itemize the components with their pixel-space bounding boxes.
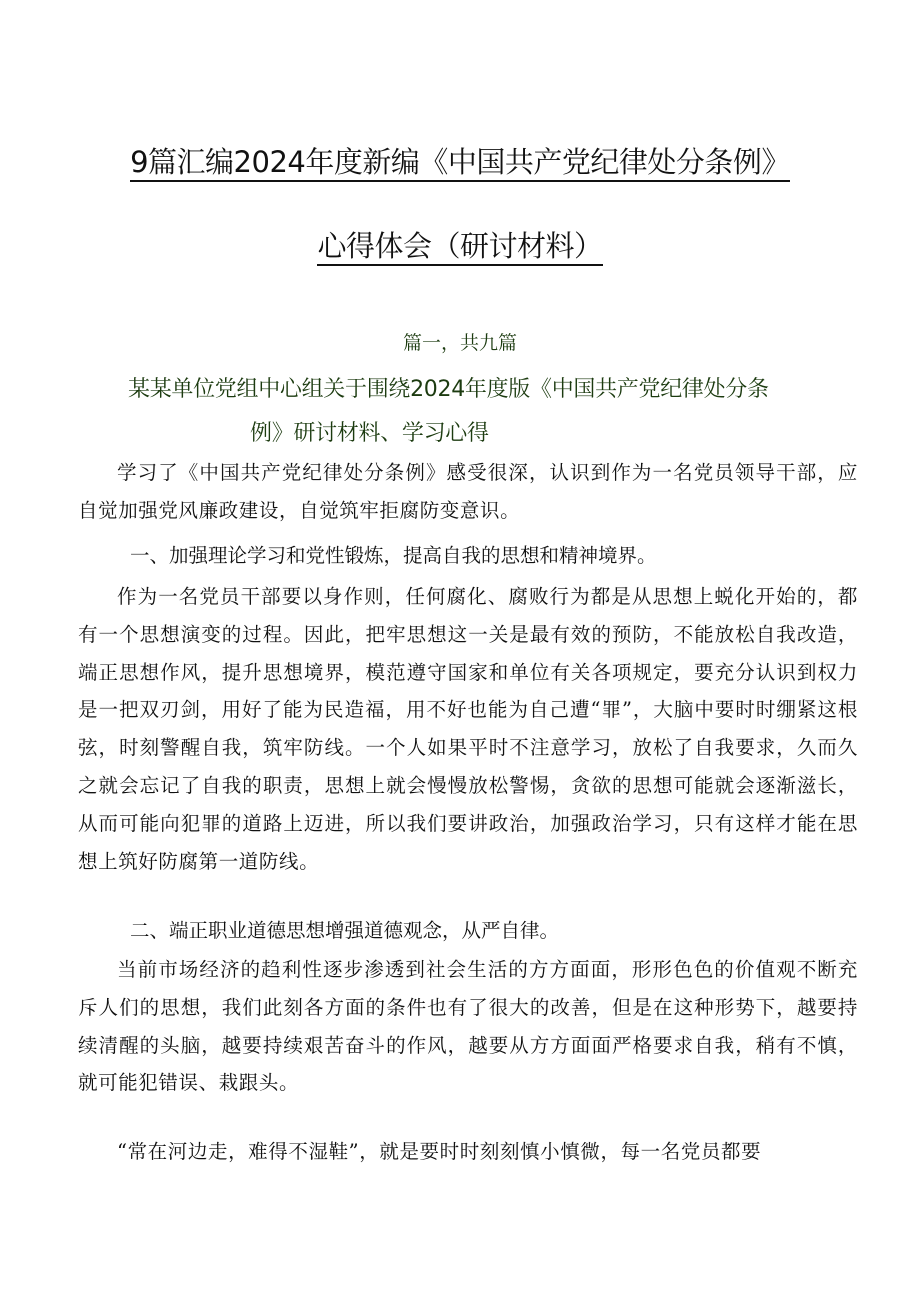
article-title-line2: 例》研讨材料、学习心得 — [250, 421, 489, 446]
body-paragraph-2: 当前市场经济的趋利性逐步渗透到社会生活的方方面面，形形色色的价值观不断充斥人们的思想，我们此刻各方面的条件也有了很大的改善，但是在这种形势下，越要持续清醒的头脑，越要持续艰苦奋斗的作风，越要从方方面面严格要求自我，稍有不慎，就可能犯错误、栽跟头。 — [78, 958, 858, 1095]
section-label: 篇一，共九篇 — [402, 332, 517, 354]
section-heading-2: 二、端正职业道德思想增强道德观念，从严自律。 — [130, 919, 560, 942]
body-paragraph-3: “常在河边走，难得不湿鞋”，就是要时时刻刻慎小慎微，每一名党员都要 — [117, 1140, 762, 1163]
article-title-line1: 某某单位党组中心组关于围绕2024年度版《中国共产党纪律处分条 — [128, 377, 769, 402]
title-line1-text: 9篇汇编2024年度新编《中国共产党纪律处分条例》 — [130, 145, 790, 182]
document-title-line2 — [40, 224, 880, 265]
title-line2-text: 心得体会（研讨材料） — [317, 229, 602, 266]
intro-paragraph: 学习了《中国共产党纪律处分条例》感受很深，认识到作为一名党员领导干部，应自觉加强党风廉政建设，自觉筑牢拒腐防变意识。 — [78, 461, 858, 522]
article-title — [128, 368, 868, 456]
section-heading-1: 一、加强理论学习和党性锻炼，提高自我的思想和精神境界。 — [130, 544, 657, 567]
document-title-line1 — [40, 140, 880, 181]
body-paragraph-1: 作为一名党员干部要以身作则，任何腐化、腐败行为都是从思想上蜕化开始的，都有一个思想演变的过程。因此，把牢思想这一关是最有效的预防，不能放松自我改造，端正思想作风，提升思想境界，模范遵守国家和单位有关各项规定，要充分认识到权力是一把双刃剑，用好了能为民造福，用不好也能为自己遭“罪”，大脑中要时时绷紧这根弦，时刻警醒自我，筑牢防线。一个人如果平时不注意学习，放松了自我要求，久而久之就会忘记了自我的职责，思想上就会慢慢放松警惕，贪欲的思想可能就会逐渐滋长，从而可能向犯罪的道路上迈进，所以我们要讲政治，加强政治学习，只有这样才能在思想上筑好防腐第一道防线。 — [78, 585, 858, 873]
